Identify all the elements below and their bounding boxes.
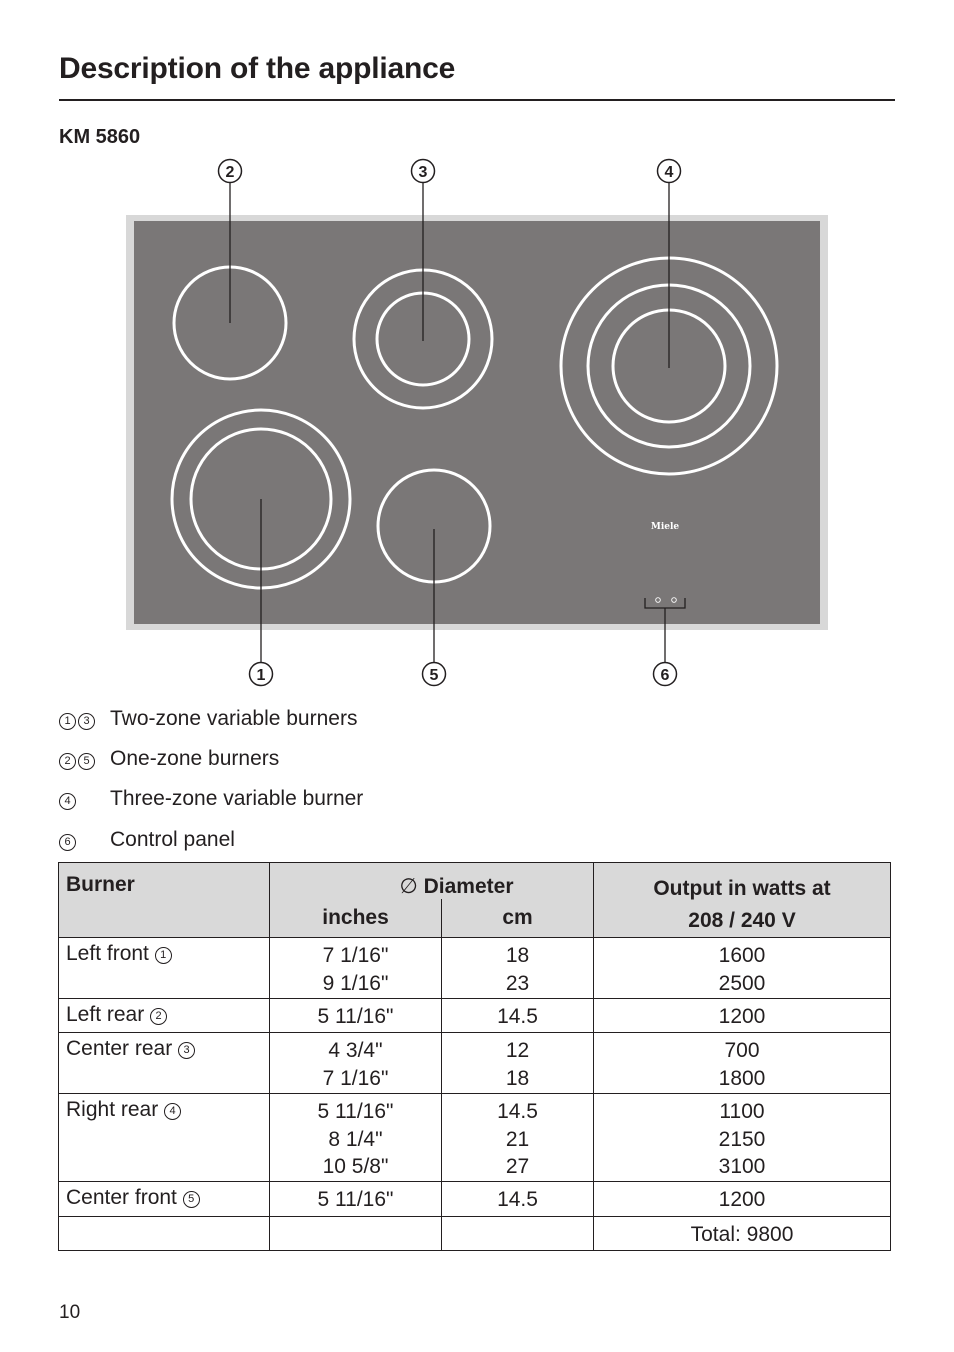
burner-name: Center rear 3 [59, 1033, 270, 1094]
callout-4 [658, 160, 681, 183]
table-row [59, 1182, 891, 1217]
watts-cell: 1200 [594, 1182, 891, 1217]
header-burner: Burner [59, 863, 270, 938]
inches-cell: 4 3/4" 7 1/16" [270, 1033, 442, 1094]
inches-cell: 7 1/16" 9 1/16" [270, 938, 442, 999]
empty-cell [59, 1217, 270, 1251]
svg-text:2: 2 [225, 164, 235, 181]
empty-cell [270, 1217, 442, 1251]
legend-number: 2 [59, 753, 76, 770]
table-row [59, 1033, 891, 1094]
cm-cell: 14.5 [442, 999, 594, 1033]
page-number: 10 [59, 1302, 81, 1323]
diameter-symbol: ∅ [399, 874, 418, 898]
legend-number: 5 [78, 753, 95, 770]
watts-cell: 1200 [594, 999, 891, 1033]
table-row [59, 1094, 891, 1182]
cooktop-diagram [0, 150, 954, 690]
callout-3 [412, 160, 435, 183]
header-diameter-label: Diameter [423, 874, 514, 898]
page-title: Description of the appliance [59, 52, 456, 85]
cm-cell: 14.5 21 27 [442, 1094, 594, 1182]
header-output [594, 863, 891, 938]
table-row-total [59, 1217, 891, 1251]
burner-number: 2 [150, 1008, 167, 1025]
burner-name: Center front 5 [59, 1182, 270, 1217]
legend-number: 6 [59, 834, 76, 851]
legend-text: Three-zone variable burner [110, 787, 364, 810]
legend-number: 3 [78, 713, 95, 730]
inches-cell: 5 11/16" 8 1/4" 10 5/8" [270, 1094, 442, 1182]
watts-cell: 1100 2150 3100 [594, 1094, 891, 1182]
burner-number: 5 [183, 1191, 200, 1208]
burner-number: 1 [155, 947, 172, 964]
model-number: KM 5860 [59, 126, 141, 148]
burner-number: 4 [164, 1103, 181, 1120]
header-output-line2: 208 / 240 V [688, 909, 796, 932]
inches-cell: 5 11/16" [270, 999, 442, 1033]
cm-cell: 18 23 [442, 938, 594, 999]
svg-text:4: 4 [664, 164, 674, 181]
title-rule [59, 99, 895, 101]
inches-cell: 5 11/16" [270, 1182, 442, 1217]
callout-6 [654, 663, 677, 686]
watts-cell: 1600 2500 [594, 938, 891, 999]
legend-number: 4 [59, 793, 76, 810]
burner-spec-table [58, 862, 891, 1251]
cm-cell: 14.5 [442, 1182, 594, 1217]
legend-text: Control panel [110, 828, 235, 851]
burner-number: 3 [178, 1042, 195, 1059]
header-inches: inches [270, 899, 442, 938]
watts-cell: 700 1800 [594, 1033, 891, 1094]
callout-5 [423, 663, 446, 686]
svg-text:1: 1 [256, 667, 266, 684]
callout-2 [219, 160, 242, 183]
empty-cell [442, 1217, 594, 1251]
header-diameter [270, 863, 594, 899]
legend-text: One-zone burners [110, 747, 280, 770]
brand-logo: Miele [650, 522, 680, 532]
cm-cell: 12 18 [442, 1033, 594, 1094]
header-cm: cm [442, 899, 594, 938]
burner-name: Right rear 4 [59, 1094, 270, 1182]
svg-text:3: 3 [418, 164, 428, 181]
table-row [59, 938, 891, 999]
header-output-line1: Output in watts at [653, 877, 831, 900]
burner-name: Left front 1 [59, 938, 270, 999]
table-row [59, 999, 891, 1033]
total-cell: Total: 9800 [594, 1217, 891, 1251]
legend-text: Two-zone variable burners [110, 707, 358, 730]
callout-1 [250, 663, 273, 686]
legend-number: 1 [59, 713, 76, 730]
svg-text:5: 5 [429, 667, 439, 684]
svg-text:6: 6 [660, 667, 670, 684]
burner-name: Left rear 2 [59, 999, 270, 1033]
